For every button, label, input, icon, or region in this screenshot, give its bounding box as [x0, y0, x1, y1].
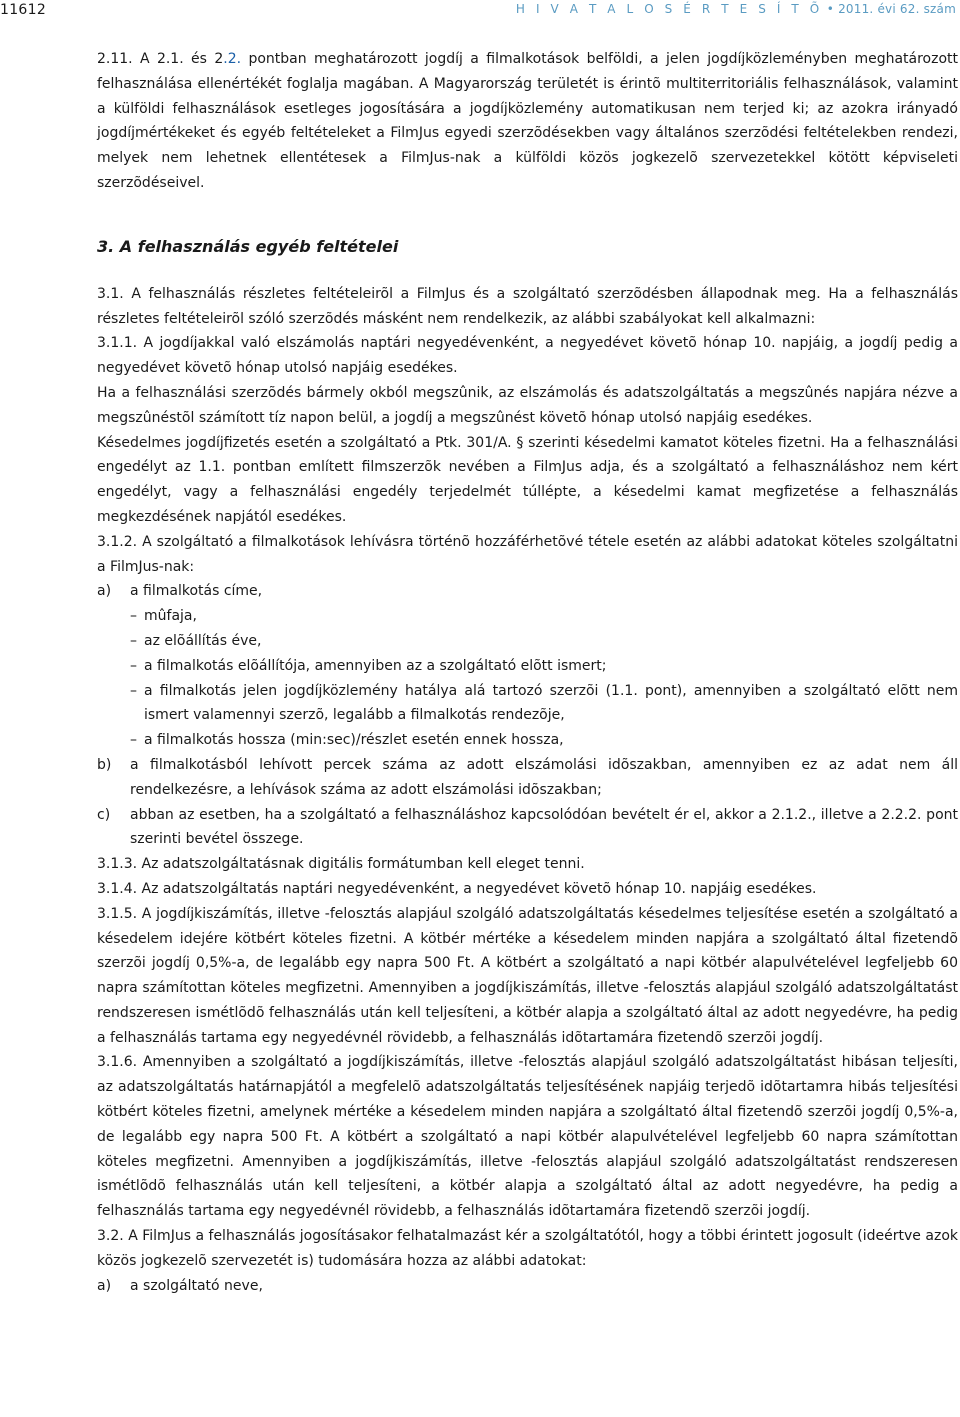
dash-text: az elõállítás éve,: [144, 632, 262, 649]
paragraph-3-1-5: 3.1.5. A jogdíjkiszámítás, illetve -felosztás alapjául szolgáló adatszolgáltatás késedelmes teljesítése esetén a szolgáltató a késedelem idejére kötbért köteles fizetni. A kötbér mértéke a késedelem minden napjára a szolgáltató által fizetendõ szerzõi jogdíj 0,5%-a, de legalább egy napra 500 Ft. A kötbért a szolgáltató a napi kötbér alapulvételével legfeljebb 60 napra számítottan köteles megfizetni. Amennyiben a jogdíjkiszámítás, illetve -felosztás alapjául szolgáló adatszolgáltatást rendszeresen ismétlõdõ felhasználás után kell teljesíteni, a kötbér alapja a szolgáltató által az adott negyedévre, ha pedig a felhasználás tartama egy negyedévnél rövidebb, a felhasználás idõtartamára fizetendõ szerzõi jogdíj.: [97, 905, 958, 1046]
list-label: c): [97, 806, 111, 823]
list-label: a): [97, 583, 112, 600]
paragraph-2-11-text: pontban meghatározott jogdíj a filmalkotások belföldi, a jelen jogdíjközleményben meghatározott felhasználása ellenértékét foglalja magában. A Magyarország területét is érintõ multiterritoriális felhasználások, valamint a külföldi felhasználások esetleges jogosítására a jogdíjközlemény automatikusan nem terjed ki; az azokra irányadó jogdíjmértékeket és egyéb feltételeket a FilmJus egyedi szerzõdésekben vagy általános szerzõdési feltételekben rendezi, melyek nem lehetnek ellentétesek a FilmJus-nak a külföldi közös jogkezelõ szervezetekkel kötött képviseleti szerzõdéseivel.: [97, 51, 959, 191]
paragraph-3-1: 3.1. A felhasználás részletes feltételeirõl a FilmJus és a szolgáltató szerzõdésben állapodnak meg. Ha a felhasználás részletes feltételeirõl szóló szerzõdés másként nem rendelkezik, az alábbi szabályokat kell alkalmazni:: [97, 285, 958, 327]
paragraph-3-1-4: 3.1.4. Az adatszolgáltatás naptári negyedévenként, a negyedévet követõ hónap 10. napjáig esedékes.: [97, 880, 817, 897]
dash-item: [97, 629, 958, 654]
paragraph-3-2: 3.2. A FilmJus a felhasználás jogosításakor felhatalmazást kér a szolgáltatótól, hogy a többi érintett jogosult (ideértve azok közös jogkezelõ szervezetét is) tudomására hozza az alábbi adatokat:: [97, 1228, 958, 1269]
list-text: a filmalkotás címe,: [130, 583, 263, 600]
list-item-c: [97, 803, 958, 853]
dash-item: [97, 604, 958, 629]
list-text: a filmalkotásból lehívott percek száma az adott elszámolási idõszakban, amennyiben ez az adat nem áll rendelkezésre, a lehívások száma az adott elszámolási idõszakban;: [130, 756, 958, 798]
list-item-a: [97, 579, 958, 604]
dash-marker: –: [130, 732, 137, 749]
list-text: a szolgáltató neve,: [130, 1277, 263, 1294]
dash-marker: –: [130, 632, 137, 649]
paragraph-3-1-3: 3.1.3. Az adatszolgáltatásnak digitális formátumban kell eleget tenni.: [97, 856, 585, 873]
issue-number: 2011. évi 62. szám: [838, 2, 956, 16]
dash-item: [97, 728, 958, 753]
list-item-a: [97, 1274, 958, 1299]
paragraph-3-1-1-c: Késedelmes jogdíjfizetés esetén a szolgáltató a Ptk. 301/A. § szerinti késedelmi kamatot köteles fizetni. Ha a felhasználási engedélyt az 1.1. pontban említett filmszerzõk nevében a FilmJus adja, és a szolgáltató a felhasználáshoz nem kért engedélyt, vagy a felhasználási engedély terjedelmét túllépte, a késedelmi kamat megfizetése a felhasználás megkezdésének napjától esedékes.: [97, 434, 958, 525]
dash-text: a filmalkotás hossza (min:sec)/részlet esetén ennek hossza,: [144, 732, 564, 749]
paragraph-3-1-1: 3.1.1. A jogdíjakkal való elszámolás naptári negyedévenként, a negyedévet követõ hónap 10. napjáig, a jogdíj pedig a negyedévet követõ hónap utolsó napjáig esedékes.: [97, 335, 958, 377]
publication-title: H I V A T A L O S É R T E S Í T Õ: [515, 2, 823, 16]
header-bullet: •: [826, 2, 839, 16]
running-header: [516, 2, 956, 16]
dash-marker: –: [130, 657, 137, 674]
page-number: 11612: [0, 2, 47, 18]
dash-marker: –: [130, 608, 137, 625]
dash-marker: –: [130, 682, 137, 699]
list-item-b: [97, 753, 958, 803]
dash-item: [97, 654, 958, 679]
dash-text: a filmalkotás elõállítója, amennyiben az a szolgáltató elõtt ismert;: [144, 657, 607, 674]
dash-text: a filmalkotás jelen jogdíjközlemény hatálya alá tartozó szerzõi (1.1. pont), amennyiben a szolgáltató elõtt nem ismert valamennyi szerzõ, legalább a filmalkotás rendezõje,: [144, 682, 958, 724]
list-label: a): [97, 1277, 112, 1294]
link-2-2[interactable]: .2.: [223, 51, 242, 67]
paragraph-2-11-start: 2.11. A 2.1. és 2: [97, 51, 224, 67]
section-3-title: 3. A felhasználás egyéb feltételei: [97, 236, 399, 256]
list-text: abban az esetben, ha a szolgáltató a felhasználáshoz kapcsolódóan bevételt ér el, akkor a 2.1.2., illetve a 2.2.2. pont szerinti bevétel összege.: [130, 806, 958, 848]
dash-text: mûfaja,: [144, 608, 197, 625]
paragraph-2-11: [97, 47, 958, 196]
document-body: [97, 47, 958, 1298]
paragraph-3-1-6: 3.1.6. Amennyiben a szolgáltató a jogdíjkiszámítás, illetve -felosztás alapjául szolgáló adatszolgáltatást hibásan teljesíti, az adatszolgáltatás határnapjától a megfelelõ adatszolgáltatás teljesítésének napjáig terjedõ idõtartamra hibás teljesítési kötbért köteles fizetni, amelynek mértéke a késedelem minden napjára a szolgáltató által fizetendõ szerzõi jogdíj 0,5%-a, de legalább egy napra 500 Ft. A kötbért a szolgáltató a napi kötbér alapulvételével legfeljebb 60 napra számítottan köteles megfizetni. Amennyiben a jogdíjkiszámítás, illetve -felosztás alapjául szolgáló adatszolgáltatást rendszeresen ismétlõdõ felhasználás után kell teljesíteni, a kötbér alapja a szolgáltató által az adott negyedévre, ha pedig a felhasználás tartama egy negyedévnél rövidebb, a felhasználás idõtartamára fizetendõ szerzõi jogdíj.: [97, 1054, 958, 1220]
paragraph-3-1-2: 3.1.2. A szolgáltató a filmalkotások lehívásra történõ hozzáférhetõvé tétele esetén az alábbi adatokat köteles szolgáltatni a FilmJus-nak:: [97, 533, 958, 575]
paragraph-3-1-1-b: Ha a felhasználási szerzõdés bármely okból megszûnik, az elszámolás és adatszolgáltatás a megszûnés napjára nézve a megszûnéstõl számított tíz napon belül, a jogdíj a megszûnést követõ hónap utolsó napjáig esedékes.: [97, 384, 958, 426]
dash-item: [97, 679, 958, 729]
list-label: b): [97, 756, 112, 773]
